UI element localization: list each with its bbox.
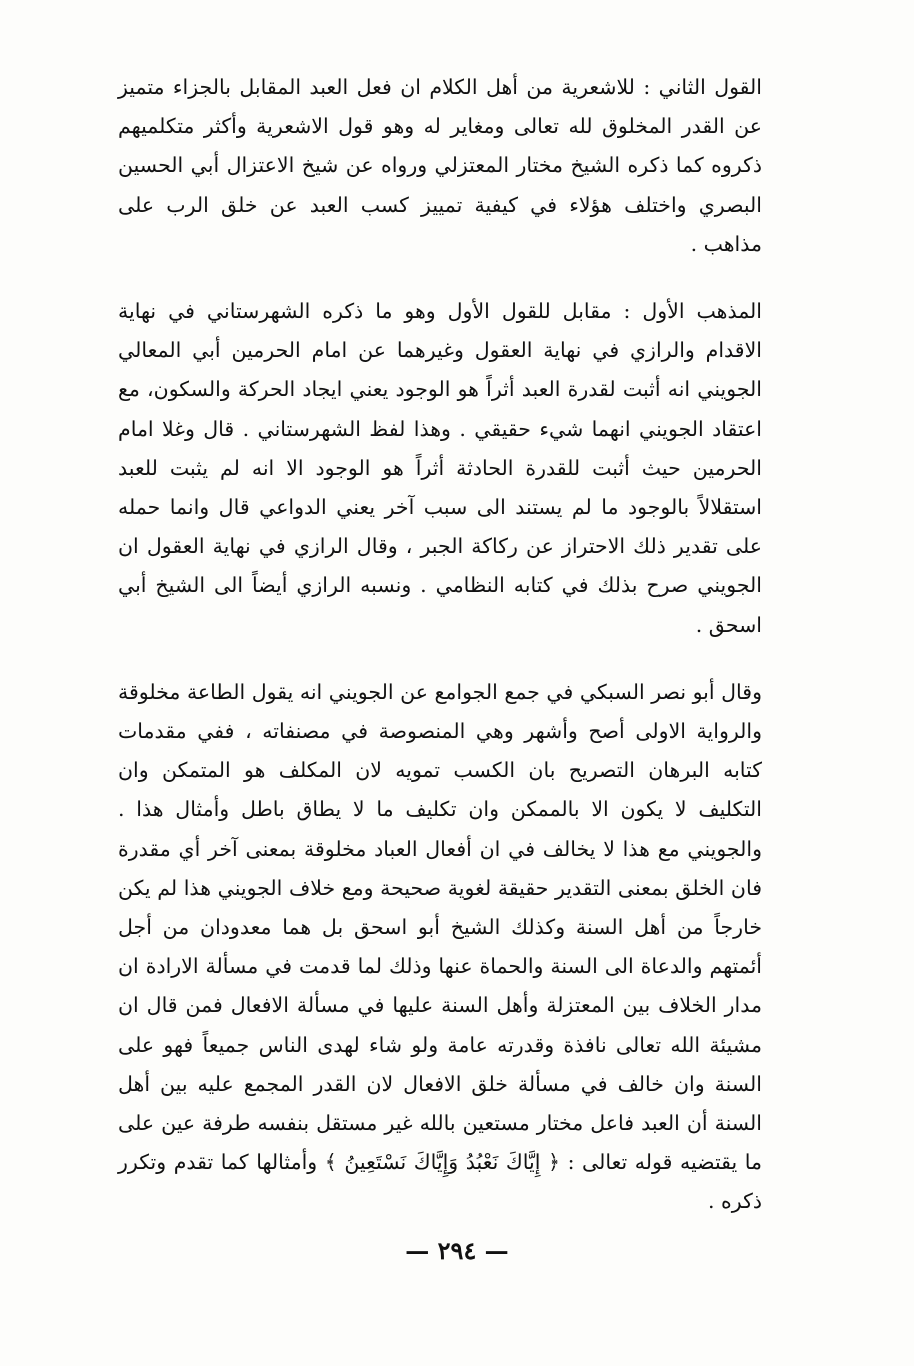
paragraph-subki-quote: وقال أبو نصر السبكي في جمع الجوامع عن الجويني انه يقول الطاعة مخلوقة والرواية الاولى أصح وأشهر وهي المنصوصة في مصنفاته ، ففي مقدمات كتابه البرهان التصريح بان الكسب تمويه لان المكلف هو المتمكن وان التكليف لا يكون الا بالممكن وان تكليف ما لا يطاق باطل وأمثال هذا . والجويني مع هذا لا يخالف في ان أفعال العباد مخلوقة بمعنى آخر أي مقدرة فان الخلق بمعنى التقدير حقيقة لغوية صحيحة ومع خلاف الجويني هذا لم يكن خارجاً من أهل السنة وكذلك الشيخ أبو اسحق بل هما معدودان من أجل أئمتهم والدعاة الى السنة والحماة عنها وذلك لما قدمت في مسألة الارادة ان مدار الخلاف بين المعتزلة وأهل السنة عليها في مسألة الافعال فمن قال ان مشيئة الله تعالى نافذة وقدرته عامة ولو شاء لهدى الناس جميعاً فهو على السنة وان خالف في مسألة خلق الافعال لان القدر المجمع عليه بين أهل السنة أن العبد فاعل مختار مستعين بالله غير مستقل بنفسه طرفة عين على ما يقتضيه قوله تعالى : ﴿ إِيَّاكَ نَعْبُدُ وَإِيَّاكَ نَسْتَعِينُ ﴾ وأمثالها كما تقدم وتكرر ذكره . <box>118 679 762 1214</box>
page-number: — ٢٩٤ — <box>405 1236 509 1265</box>
paragraph-second-opinion: القول الثاني : للاشعرية من أهل الكلام ان فعل العبد المقابل بالجزاء متميز عن القدر المخلوق لله تعالى ومغاير له وهو قول الاشعرية وأكثر متكلميهم ذكروه كما ذكره الشيخ مختار المعتزلي ورواه عن شيخ الاعتزال أبي الحسين البصري واختلف هؤلاء في كيفية تمييز كسب العبد عن خلق الرب على مذاهب . <box>118 75 762 256</box>
page-body <box>118 68 762 1222</box>
paragraph-first-school: المذهب الأول : مقابل للقول الأول وهو ما ذكره الشهرستاني في نهاية الاقدام والرازي في نهاية العقول وغيرهما عن امام الحرمين أبي المعالي الجويني انه أثبت لقدرة العبد أثراً هو الوجود يعني ايجاد الحركة والسكون، مع اعتقاد الجويني انهما شيء حقيقي . وهذا لفظ الشهرستاني . قال وغلا امام الحرمين حيث أثبت للقدرة الحادثة أثراً هو الوجود الا انه لم يثبت للعبد استقلالاً بالوجود ما لم يستند الى سبب آخر يعني الدواعي قال وانما حمله على تقدير ذلك الاحتراز عن ركاكة الجبر ، وقال الرازي في نهاية العقول ان الجويني صرح بذلك في كتابه النظامي . ونسبه الرازي أيضاً الى الشيخ أبي اسحق . <box>118 299 762 637</box>
